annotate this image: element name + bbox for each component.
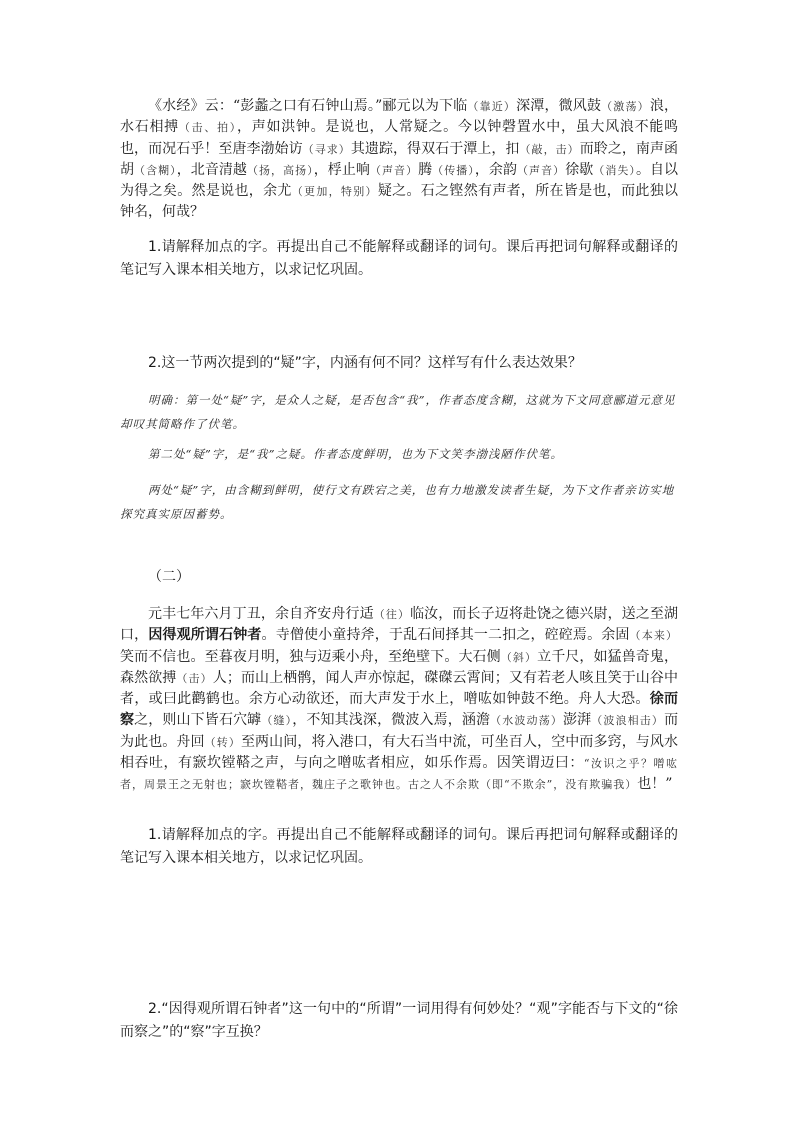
annotation: （靠近） xyxy=(467,100,517,113)
bold-phrase: 徐而察 xyxy=(120,691,679,729)
question-2a: 2.这一节两次提到的“疑”字，内涵有何不同？这样写有什么表达效果？ xyxy=(148,355,582,371)
text-run: 人；而山上栖鹘，闻人声亦惊起，磔磔云霄间；又有若老人咳且笑于山谷中者，或曰此鹳鹤也。余方心动欲还，而大声发于水上，噌吰如钟鼓不绝。舟人大恐。 xyxy=(120,669,679,708)
text-run: 立千尺，如猛兽奇鬼，森然欲搏 xyxy=(120,648,679,686)
text-run: ，桴止响 xyxy=(313,161,370,178)
text-run: 深潭，微风鼓 xyxy=(516,98,602,114)
annotation: （消失） xyxy=(593,163,636,177)
text-run: ，余韵 xyxy=(474,161,517,178)
passage-one xyxy=(120,96,678,224)
answer-2: 第二处“疑”字，是“我”之疑。作者态度鲜明，也为下文笑李渤浅陋作伏笔。 xyxy=(148,447,564,461)
annotation: （扬，高扬） xyxy=(246,163,314,177)
text-run: 。寺僧使小童持斧，于乱石间择其一二扣之，硿硿焉。余固 xyxy=(261,627,630,644)
annotation: （斜） xyxy=(500,650,538,664)
text-run: ，不知其浅深，微波入焉，涵澹 xyxy=(292,712,491,729)
bold-phrase: 因得观所谓石钟者 xyxy=(148,627,262,644)
text-run: 澎湃 xyxy=(562,712,592,729)
question-2b: 2.“因得观所谓石钟者”这一句中的“所谓”一词用得有何妙处？“观”字能否与下文的“徐而察之”的“察”字互换？ xyxy=(120,1001,678,1040)
question-1b: 1.请解释加点的字。再提出自己不能解释或翻译的词句。课后再把词句解释或翻译的笔记写入课本相关地方，以求记忆巩固。 xyxy=(120,827,678,866)
annotation: （往） xyxy=(373,608,411,621)
annotation: （波浪相击） xyxy=(591,714,665,728)
annotation: （声音） xyxy=(369,163,419,177)
text-run: 笑而不信也。至暮夜月明，独与迈乘小舟，至绝壁下。大石侧 xyxy=(120,648,501,665)
annotation: （声音） xyxy=(517,163,566,177)
annotation: （转） xyxy=(204,735,241,749)
annotation: “汝识之乎？噌吰者，周景王之无射也；窾坎镗鞳者，魏庄子之歌钟也。古之人不余欺（即“不欺余”，没有欺骗我） xyxy=(120,757,679,792)
text-run: 临汝，而长子迈将赴饶之德兴尉，送之至湖口， xyxy=(120,606,679,644)
annotation: （水波动荡） xyxy=(490,714,563,728)
text-run: 其遗踪，得双石于潭上，扣 xyxy=(350,140,520,157)
text-run: 而为此也。舟回 xyxy=(120,712,679,750)
text-run: 也！” xyxy=(637,776,673,793)
question-1a: 1.请解释加点的字。再提出自己不能解释或翻译的词句。课后再把词句解释或翻译的笔记写入课本相关地方，以求记忆巩固。 xyxy=(120,239,678,278)
annotation: （寻求） xyxy=(302,142,351,156)
annotation: （敲，击） xyxy=(519,142,580,156)
annotation: （更加，特别） xyxy=(291,185,378,199)
text-run: 浪，水石相搏 xyxy=(120,98,678,136)
text-run: 。自以为得之矣。然是说也，余尤 xyxy=(120,161,679,200)
text-run: 元丰七年六月丁丑，余自齐安舟行适 xyxy=(148,606,374,622)
annotation: （击） xyxy=(176,671,213,685)
text-run: ，北音清越 xyxy=(176,161,247,178)
text-run: 之，则山下皆石穴罅 xyxy=(134,712,262,729)
annotation: （缝） xyxy=(261,714,293,728)
annotation: （本来） xyxy=(629,629,679,643)
text-run: 徐歇 xyxy=(565,161,594,178)
answer-3: 两处“疑”字，由含糊到鲜明，使行文有跌宕之美，也有力地激发读者生疑，为下文作者亲访实地探究真实原因蓄势。 xyxy=(120,483,675,521)
text-run: 至两山间，将入港口，有大石当中流，可坐百人，空中而多窍，与风水相吞吐，有窾坎镗鞳之声，与向之噌吰者相应，如乐作焉。因笑谓迈曰： xyxy=(120,733,679,772)
text-run: 疑之。石之铿然有声者，所在皆是也，而此独以钟名，何哉？ xyxy=(120,183,679,221)
annotation: （击、拍） xyxy=(178,121,238,135)
text-run: 《水经》云：“彭蠡之口有石钟山焉。”郦元以为下临 xyxy=(148,98,468,114)
annotation: （传播） xyxy=(432,163,475,177)
answer-1: 明确：第一处“疑”字，是众人之疑，是否包含“我”，作者态度含糊，这就为下文同意郦道元意见却叹其简略作了伏笔。 xyxy=(120,393,676,431)
annotation: （含糊） xyxy=(134,163,177,177)
annotation: （激荡） xyxy=(601,100,650,113)
text-run: ，声如洪钟。是说也，人常疑之。今以钟磬置水中，虽大风浪不能鸣也，而况石乎！至唐李渤始访 xyxy=(120,119,679,157)
text-run: 腾 xyxy=(418,161,433,178)
passage-two xyxy=(120,604,678,796)
section-two-heading: （二） xyxy=(148,569,190,585)
text-run: 而聆之，南声函胡 xyxy=(120,140,679,178)
